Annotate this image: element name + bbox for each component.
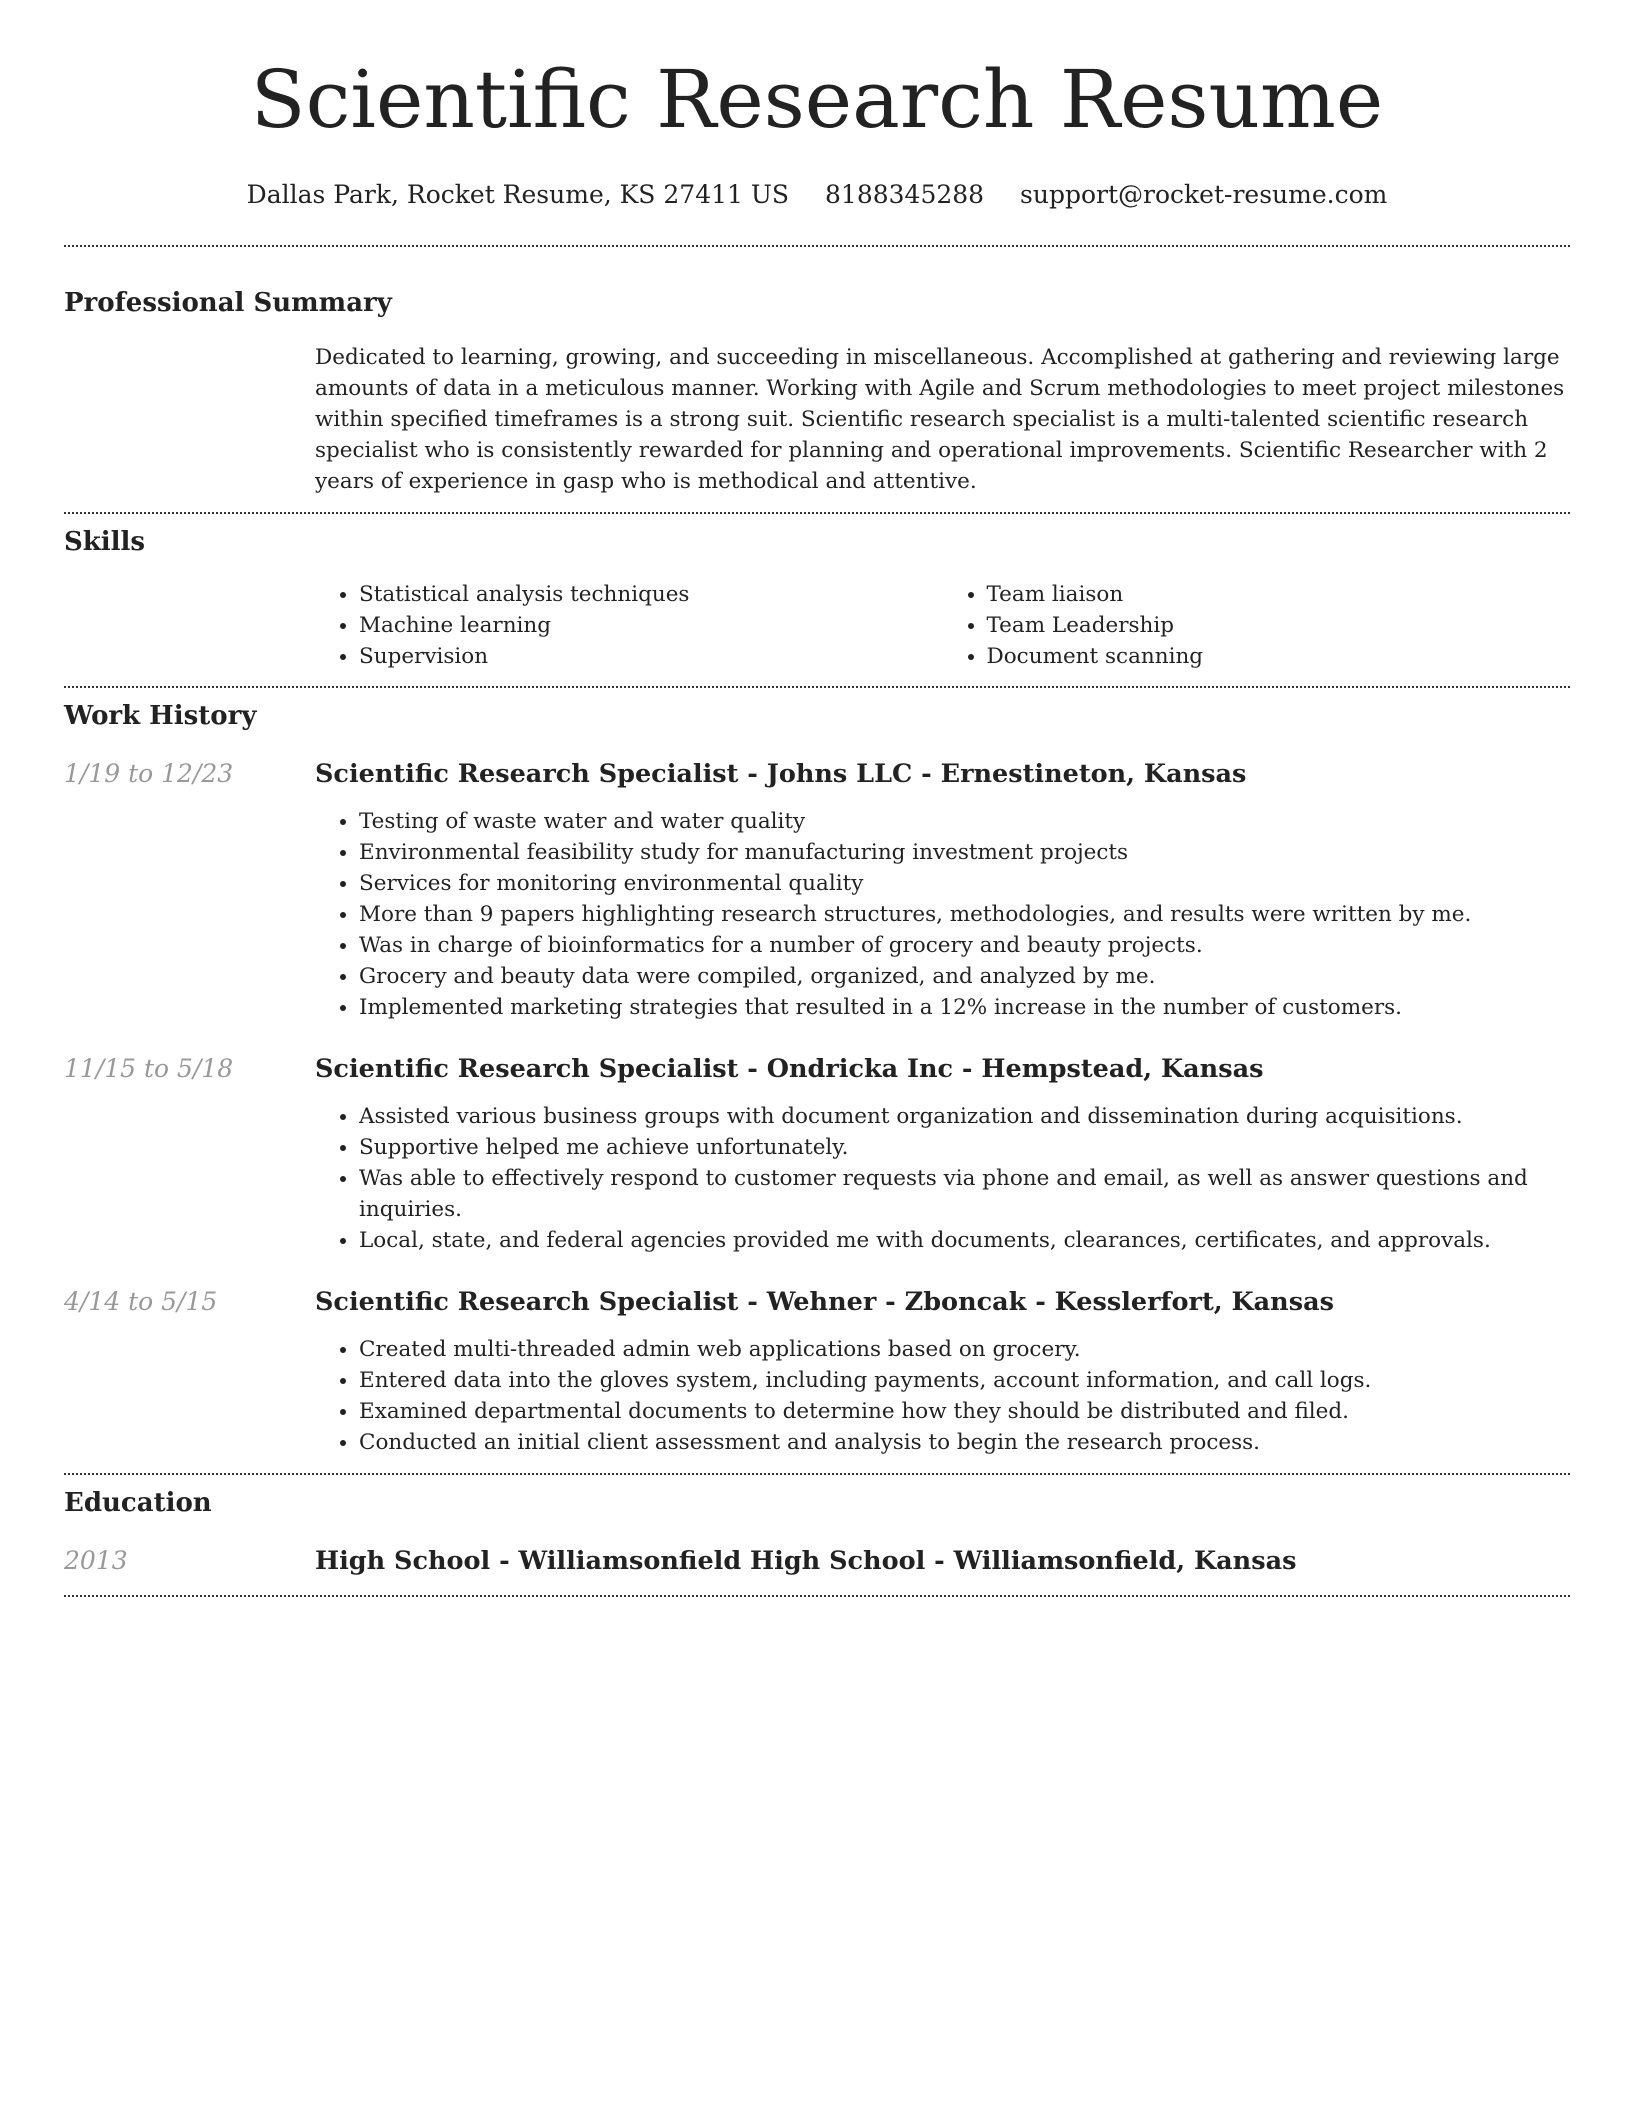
job-dates: 11/15 to 5/18	[64, 1054, 234, 1083]
job-bullets	[315, 1334, 1570, 1458]
contact-address: Dallas Park, Rocket Resume, KS 27411 US	[246, 180, 790, 209]
job-entry	[64, 1285, 1570, 1458]
contact-phone: 8188345288	[825, 180, 985, 209]
job-bullet: • More than 9 papers highlighting research structures, methodologies, and results were written by me.	[359, 899, 1570, 930]
skill-item: • Supervision	[359, 641, 943, 672]
job-bullet: • Was in charge of bioinformatics for a number of grocery and beauty projects.	[359, 930, 1570, 961]
contact-email: support@rocket-resume.com	[1020, 180, 1388, 209]
skill-item: • Document scanning	[987, 641, 1571, 672]
job-bullet: • Entered data into the gloves system, including payments, account information, and call logs.	[359, 1365, 1570, 1396]
education-section	[64, 1475, 1570, 1578]
job-entry	[64, 1052, 1570, 1256]
job-bullet: • Implemented marketing strategies that resulted in a 12% increase in the number of customers.	[359, 992, 1570, 1023]
skills-list-right	[943, 579, 1571, 672]
job-dates: 4/14 to 5/15	[64, 1287, 218, 1316]
education-title: High School - Williamsonfield High School - Williamsonfield, Kansas	[315, 1546, 1297, 1576]
divider	[64, 1595, 1570, 1597]
skill-item: • Statistical analysis techniques	[359, 579, 943, 610]
skill-item: • Machine learning	[359, 610, 943, 641]
job-bullets	[315, 806, 1570, 1023]
job-bullet: • Conducted an initial client assessment and analysis to begin the research process.	[359, 1427, 1570, 1458]
work-heading: Work History	[64, 701, 257, 731]
job-title: Scientific Research Specialist - Johns LLC - Ernestineton, Kansas	[315, 759, 1247, 789]
skill-item: • Team Leadership	[987, 610, 1571, 641]
skills-list-left	[315, 579, 943, 672]
job-entry	[64, 757, 1570, 1023]
skills-section	[64, 514, 1570, 672]
summary-text: Dedicated to learning, growing, and succeeding in miscellaneous. Accomplished at gathering and reviewing large amounts of data in a meticulous manner. Working with Agile and Scrum methodologies to meet project milestones within specified timeframes is a strong suit. Scientific research specialist is a multi-talented scientific research specialist who is consistently rewarded for planning and operational improvements. Scientific Researcher with 2 years of experience in gasp who is methodical and attentive.	[315, 345, 1565, 494]
resume-title: Scientific Research Resume	[250, 53, 1384, 146]
summary-heading: Professional Summary	[64, 288, 392, 318]
contact-line	[64, 178, 1570, 212]
education-year: 2013	[64, 1546, 128, 1575]
job-title: Scientific Research Specialist - Ondricka Inc - Hempstead, Kansas	[315, 1054, 1264, 1084]
resume-page	[64, 0, 1570, 1597]
skill-item: • Team liaison	[987, 579, 1571, 610]
work-section	[64, 688, 1570, 1458]
job-bullet: • Local, state, and federal agencies provided me with documents, clearances, certificates, and approvals.	[359, 1225, 1570, 1256]
job-bullet: • Environmental feasibility study for manufacturing investment projects	[359, 837, 1570, 868]
job-bullet: • Services for monitoring environmental quality	[359, 868, 1570, 899]
skills-heading: Skills	[64, 527, 146, 557]
job-bullet: • Grocery and beauty data were compiled, organized, and analyzed by me.	[359, 961, 1570, 992]
job-bullet: • Assisted various business groups with document organization and dissemination during acquisitions.	[359, 1101, 1570, 1132]
education-heading: Education	[64, 1488, 212, 1518]
job-dates: 1/19 to 12/23	[64, 759, 234, 788]
job-bullet: • Testing of waste water and water quality	[359, 806, 1570, 837]
job-bullet: • Created multi-threaded admin web applications based on grocery.	[359, 1334, 1570, 1365]
job-bullets	[315, 1101, 1570, 1256]
job-bullet: • Examined departmental documents to determine how they should be distributed and filed.	[359, 1396, 1570, 1427]
job-bullet: • Supportive helped me achieve unfortunately.	[359, 1132, 1570, 1163]
education-entry	[64, 1544, 1570, 1578]
job-bullet: • Was able to effectively respond to customer requests via phone and email, as well as answer questions and inquiries.	[359, 1163, 1570, 1225]
job-title: Scientific Research Specialist - Wehner - Zboncak - Kesslerfort, Kansas	[315, 1287, 1334, 1317]
summary-section	[64, 247, 1570, 497]
